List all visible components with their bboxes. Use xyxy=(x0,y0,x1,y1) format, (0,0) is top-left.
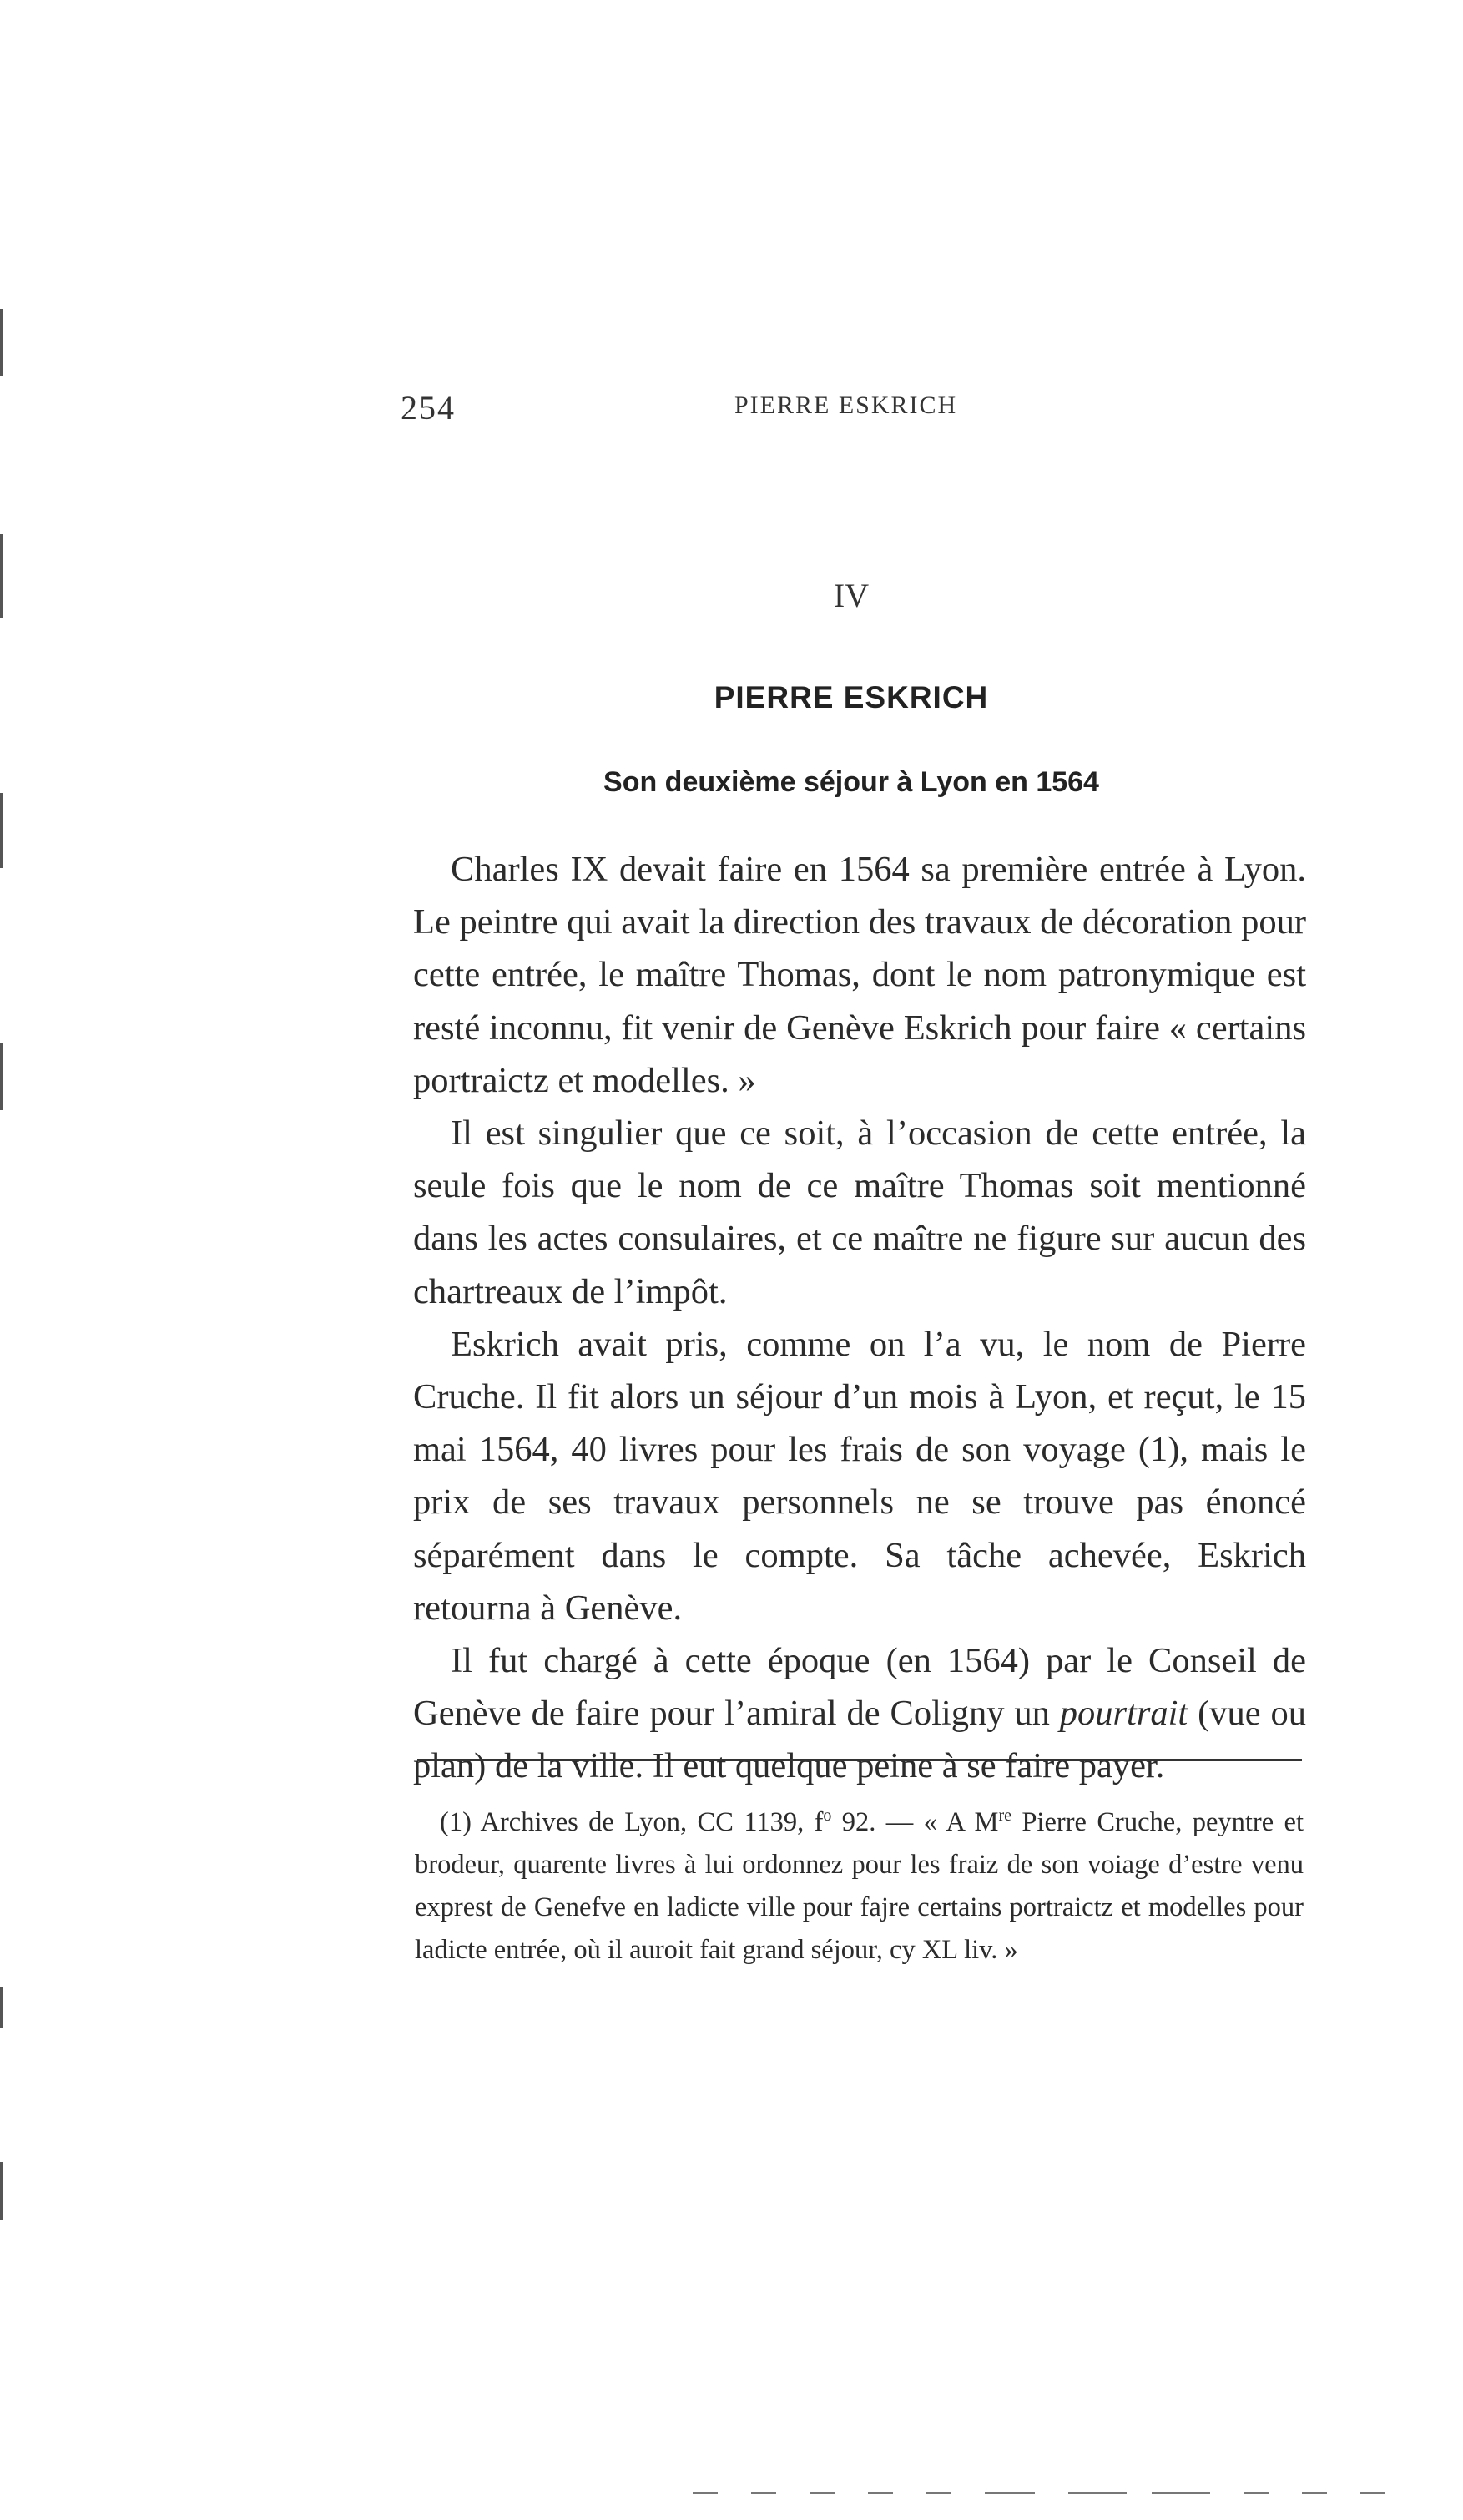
footnote xyxy=(415,1795,1304,1972)
chapter-subtitle: Son deuxième séjour à Lyon en 1564 xyxy=(603,766,1099,798)
scan-artifact xyxy=(926,2492,951,2494)
scan-artifact xyxy=(1302,2492,1327,2494)
paragraph xyxy=(413,1634,1306,1793)
superscript: o xyxy=(823,1806,832,1825)
scan-artifact xyxy=(1068,2492,1127,2494)
running-title: PIERRE ESKRICH xyxy=(734,391,958,419)
scan-artifact xyxy=(1152,2492,1210,2494)
body-text xyxy=(413,843,1306,1793)
footnote-part: Pierre Cruche, peyntre et brodeur, quarente livres à lui ordonnez pour les fraiz de son voiage d’estre venu exprest de Genefve en ladicte ville pour fajre certains portraictz et modelles pour ladicte entrée, où il auroit fait grand séjour, cy XL liv. » xyxy=(415,1807,1304,1965)
footnote-part: 92. — « A M xyxy=(831,1807,999,1837)
paragraph: Il est singulier que ce soit, à l’occasion de cette entrée, la seule fois que le nom de ce maître Thomas soit mentionné dans les actes consulaires, et ce maître ne figure sur aucun des chartreaux de l’impôt. xyxy=(413,1114,1306,1311)
paragraph-text: (vue ou plan) de la ville. Il eut quelque peine à se faire payer. xyxy=(413,1694,1306,1786)
scan-artifact xyxy=(1244,2492,1269,2494)
paragraph: Charles IX devait faire en 1564 sa première entrée à Lyon. Le peintre qui avait la direction des travaux de décoration pour cette entrée, le maître Thomas, dont le nom patronymique est resté inconnu, fit venir de Genève Eskrich pour faire « certains portraictz et modelles. » xyxy=(413,850,1306,1100)
paragraph: Eskrich avait pris, comme on l’a vu, le nom de Pierre Cruche. Il fit alors un séjour d’un mois à Lyon, et reçut, le 15 mai 1564, 40 livres pour les frais de son voyage (1), mais le prix de ses travaux personnels ne se trouve pas énoncé séparément dans le compte. Sa tâche achevée, Eskrich retourna à Genève. xyxy=(413,1324,1306,1628)
scan-artifact xyxy=(751,2492,776,2494)
scan-edge-mark xyxy=(0,1987,3,2028)
scan-edge-mark xyxy=(0,1043,3,1110)
footnote-part: (1) Archives de Lyon, CC 1139, f xyxy=(440,1807,824,1837)
running-head xyxy=(401,388,1335,430)
scan-artifact xyxy=(693,2492,718,2494)
scan-edge-mark xyxy=(0,793,3,868)
italic-term: pourtrait xyxy=(1059,1694,1188,1734)
scan-edge-mark xyxy=(0,309,3,376)
scan-artifact xyxy=(810,2492,835,2494)
scan-edge-mark xyxy=(0,2162,3,2220)
chapter-title: PIERRE ESKRICH xyxy=(714,680,989,715)
footnote-rule xyxy=(417,1759,1302,1761)
paragraph-text: Il fut chargé à cette époque (en 1564) par le Conseil de Genève de faire pour l’amiral de Coligny un xyxy=(413,1641,1306,1734)
scan-artifact xyxy=(985,2492,1035,2494)
scan-artifact xyxy=(868,2492,893,2494)
scan-artifact xyxy=(1360,2492,1385,2494)
superscript: re xyxy=(998,1806,1011,1825)
footnote-text xyxy=(415,1795,1304,1972)
page-number: 254 xyxy=(401,389,456,427)
chapter-number: IV xyxy=(833,577,870,614)
